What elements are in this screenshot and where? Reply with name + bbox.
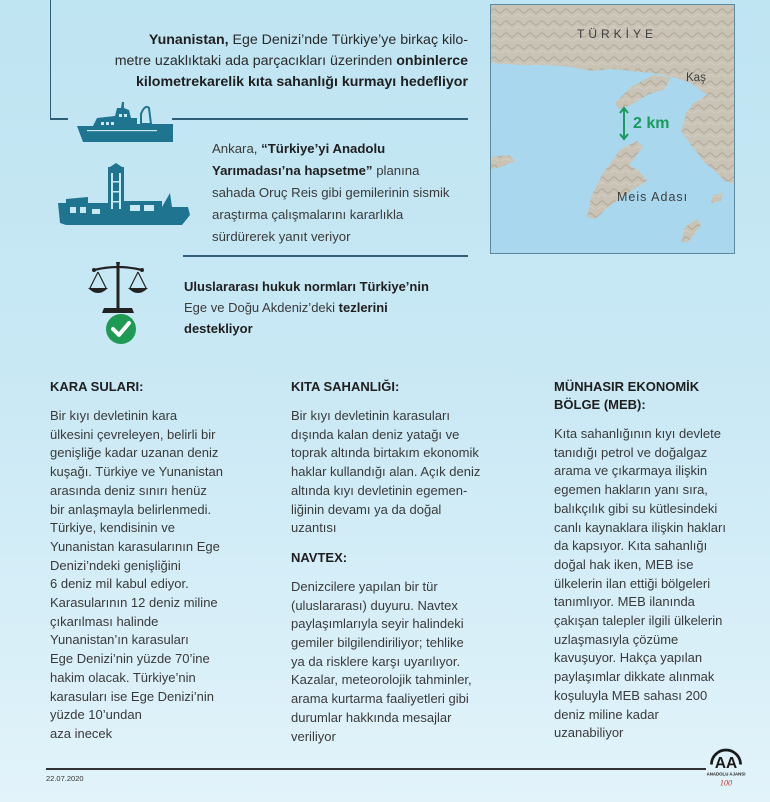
publish-date: 22.07.2020 xyxy=(46,774,84,783)
law-emphasis: destekliyor xyxy=(184,321,253,336)
distance-label: 2 km xyxy=(633,115,670,132)
section-title: MÜNHASIR EKONOMİK BÖLGE (MEB): xyxy=(554,379,700,412)
ankara-text: sürdürerek yanıt veriyor xyxy=(212,229,351,244)
seismic-vessel-icon xyxy=(75,100,175,145)
law-text: Ege ve Doğu Akdeniz’deki xyxy=(184,300,339,315)
headline-emphasis: kilometrekarelik kıta sahanlığı kurmayı hedefliyor xyxy=(136,74,468,90)
headline-text: metre uzaklıktaki ada parçacıkları üzerinden xyxy=(114,53,397,69)
headline-text: Ege Denizi’nde Türkiye’ye birkaç kilo- xyxy=(228,32,468,48)
divider xyxy=(183,255,468,257)
headline xyxy=(70,30,468,93)
column-meb xyxy=(554,378,769,754)
ankara-text: araştırma çalışmalarını kararlıkla xyxy=(212,207,404,222)
headline-frame-bottom xyxy=(50,118,68,120)
column-kara-sulari xyxy=(50,378,250,755)
ankara-quote: “Türkiye’yi Anadolu xyxy=(261,141,386,156)
section-body: Kıta sahanlığının kıyı devlete tanıdığı petrol ve doğalgaz arama ve çıkarmaya ilişkin egemen hakların yanı sıra, balıkçılık gibi su kütlesindeki canlı kaynaklara ilişkin hakları da kapsıyor. Kıta sahanlığı doğal hak iken, MEB ise ülkelerin ilan ettiği bölgeleri tanımlıyor. MEB ilanında çakışan talepler ilgili ülkelerin uzlaşmasıyla çözüme kavuşuyor. Hakça yapılan paylaşımlar dikkate alınmak koşuluyla MEB sahası 200 deniz miline kadar uzanabiliyor xyxy=(554,426,726,741)
map-label-island: Meis Adası xyxy=(617,190,689,204)
anadolu-ajansi-logo xyxy=(706,740,746,800)
footer-divider xyxy=(46,768,706,770)
ankara-text: planına xyxy=(372,163,420,178)
map-label-country: TÜRKİYE xyxy=(577,27,658,41)
section-title: KITA SAHANLIĞI: xyxy=(291,379,400,394)
distance-arrow-icon xyxy=(620,108,628,139)
meis-island xyxy=(587,141,647,219)
check-circle-icon xyxy=(105,313,137,345)
map-graphic xyxy=(491,5,735,254)
scales-of-justice-icon xyxy=(88,258,148,318)
law-statement xyxy=(184,276,474,339)
law-emphasis: tezlerini xyxy=(338,300,388,315)
drillship-icon xyxy=(58,163,193,228)
ankara-response-text xyxy=(212,138,482,248)
ankara-lead: Ankara, xyxy=(212,141,262,156)
section-body: Bir kıyı devletinin karasuları dışında kalan deniz yatağı ve toprak altında birtakım ekonomik haklar kullandığı alan. Açık deniz altında kıyı devletinin egemen- liğinin devamı ya da doğal uzantısı xyxy=(291,408,481,536)
south-islet xyxy=(681,219,701,243)
ankara-quote: Yarımadası’na hapsetme” xyxy=(212,163,373,178)
ankara-text: sahada Oruç Reis gibi gemilerinin sismik xyxy=(212,185,450,200)
north-island xyxy=(615,75,671,109)
section-title: NAVTEX: xyxy=(291,549,348,565)
map xyxy=(490,4,735,254)
map-label-town: Kaş xyxy=(686,72,706,84)
divider xyxy=(172,118,468,120)
anniversary-mark: 100 xyxy=(719,778,733,788)
section-body: Bir kıyı devletinin kara ülkesini çevreleyen, belirli bir genişliğe kadar uzanan deniz kuşağı. Türkiye ve Yunanistan arasında deniz sınırı henüz bir anlaşmayla belirlenmedi. Türkiye, kendisinin ve Yunanistan karasularının Ege Denizi’ndeki genişliğini 6 deniz mil kabul ediyor. Karasularının 12 deniz miline çıkarılması halinde Yunanistan’ın karasuları Ege Denizi’nin yüzde 70’ine hakim olacak. Türkiye’nin karasuları ise Ege Denizi’nin yüzde 10’undan aza inecek xyxy=(50,408,223,741)
section-body: Denizcilere yapılan bir tür (uluslararası) duyuru. Navtex paylaşımlarıyla seyir halindeki gemiler bilgilendiriliyor; tehlike ya da risklere karşı uyarılıyor. Kazalar, meteorolojik tahminler, arama kurtarma faaliyetleri gibi durumlar hakkında mesajlar veriliyor xyxy=(291,578,472,744)
section-title: KARA SULARI: xyxy=(50,379,144,394)
column-kita-sahanligi xyxy=(291,378,511,757)
law-emphasis: Uluslararası hukuk normları Türkiye’nin xyxy=(184,279,429,294)
west-islet xyxy=(491,155,515,169)
logo-text: ANADOLU AJANSI xyxy=(706,771,746,777)
headline-emphasis: onbinlerce xyxy=(396,53,468,69)
logo-mark: AA xyxy=(714,755,738,773)
headline-lead: Yunanistan, xyxy=(148,32,229,48)
east-islet xyxy=(711,193,723,203)
